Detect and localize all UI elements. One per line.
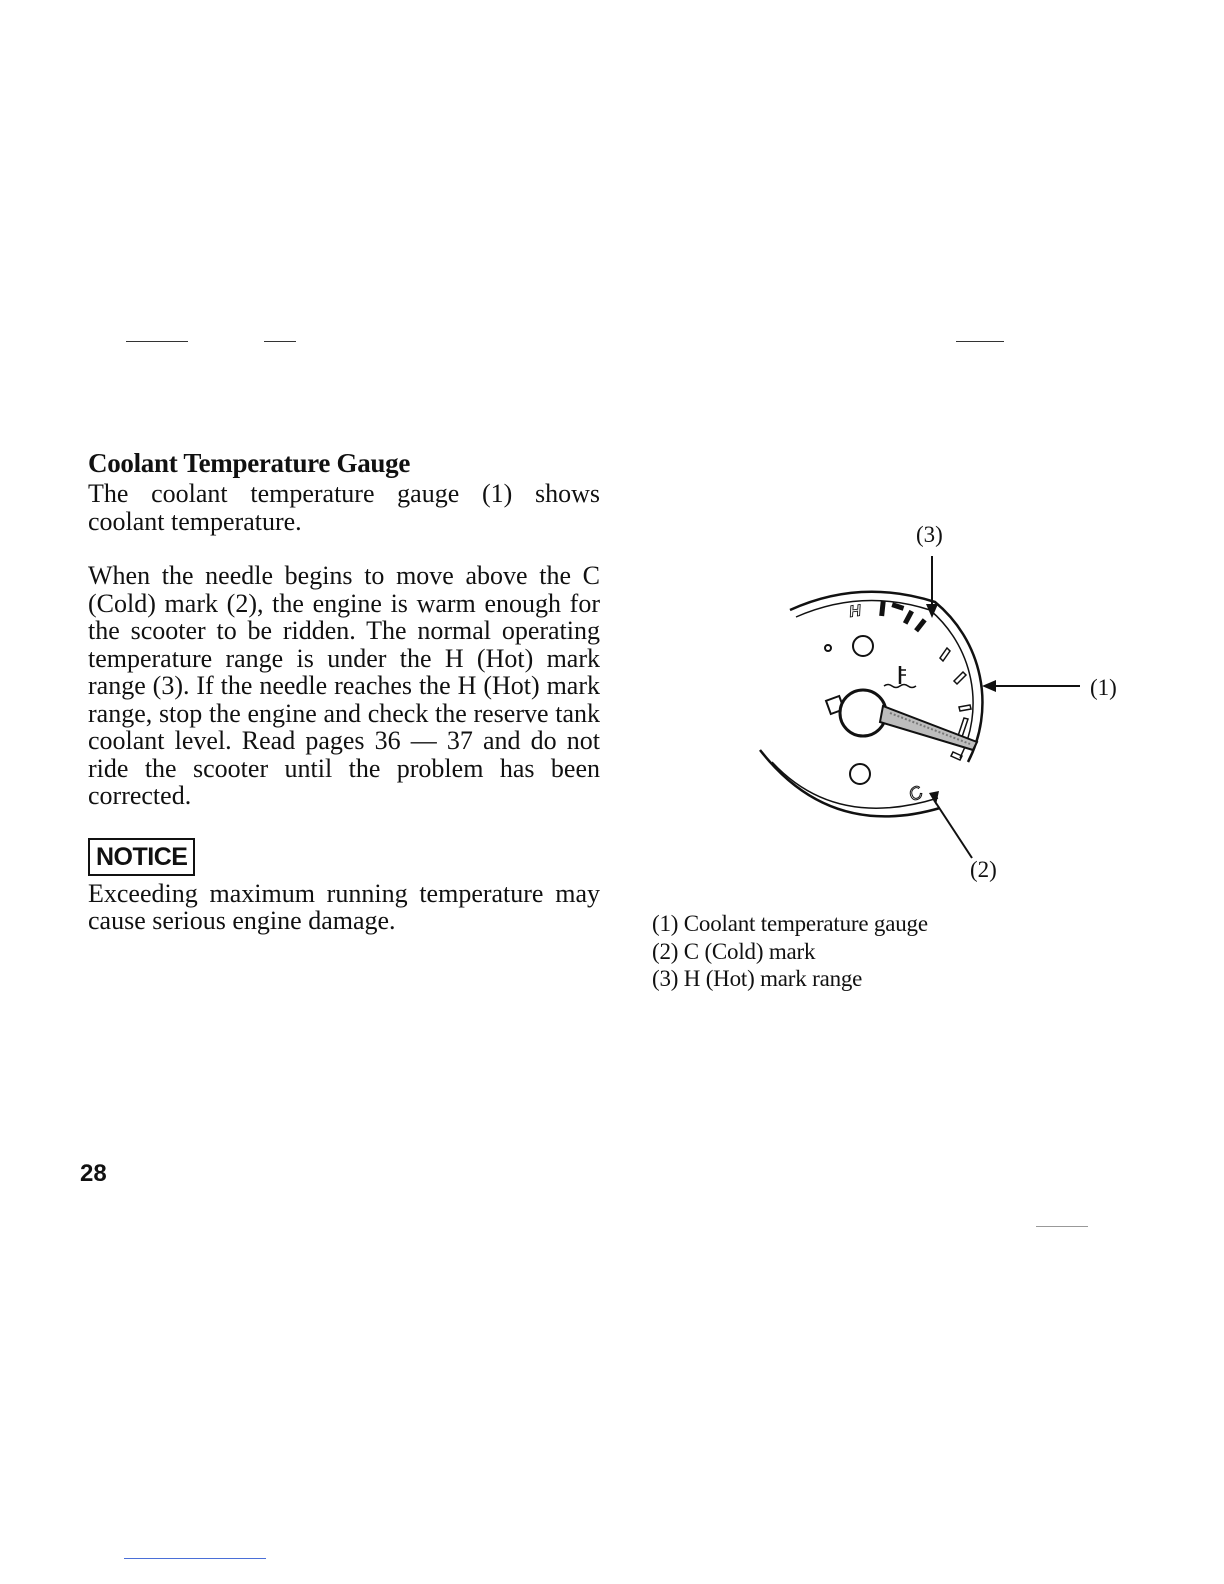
callout-hot-range: (3) xyxy=(916,522,943,547)
caption-hot-range: (3) H (Hot) mark range xyxy=(652,966,863,991)
svg-text:H: H xyxy=(848,602,863,621)
header-rule-2 xyxy=(264,341,296,342)
operation-paragraph: When the needle begins to move above the C (Cold) mark (2), the engine is warm enough for the scooter to be ridden. The normal operating temperature range is under the H (Hot) mark range (3). If the needle reaches the H (Hot) mark range, stop the engine and check the reserve tank coolant level. Read pages 36 — 37 and do not ride the scooter until the problem has been corrected. xyxy=(88,561,600,810)
gauge-needle-icon xyxy=(826,690,977,750)
header-rule-3 xyxy=(956,341,1004,342)
callout-gauge: (1) xyxy=(1090,675,1117,700)
coolant-thermometer-icon xyxy=(884,666,916,688)
footer-rule-1 xyxy=(1036,1226,1088,1227)
notice-text: Exceeding maximum running temperature may cause serious engine damage. xyxy=(88,878,600,935)
figure-captions xyxy=(652,910,928,993)
callout-cold-mark: (2) xyxy=(970,857,997,882)
section-title: Coolant Temperature Gauge xyxy=(88,448,410,478)
svg-text:C: C xyxy=(905,781,927,806)
coolant-temperature-gauge-icon xyxy=(700,500,1140,900)
caption-gauge: (1) Coolant temperature gauge xyxy=(652,911,928,936)
intro-paragraph: The coolant temperature gauge (1) shows coolant temperature. xyxy=(88,479,600,536)
footer-rule-2 xyxy=(124,1558,266,1559)
notice-label: NOTICE xyxy=(88,838,195,876)
page-number: 28 xyxy=(80,1160,107,1187)
caption-cold-mark: (2) C (Cold) mark xyxy=(652,938,816,964)
coolant-section xyxy=(88,446,600,935)
coolant-gauge-figure xyxy=(700,500,1140,900)
header-rule-1 xyxy=(126,341,188,342)
